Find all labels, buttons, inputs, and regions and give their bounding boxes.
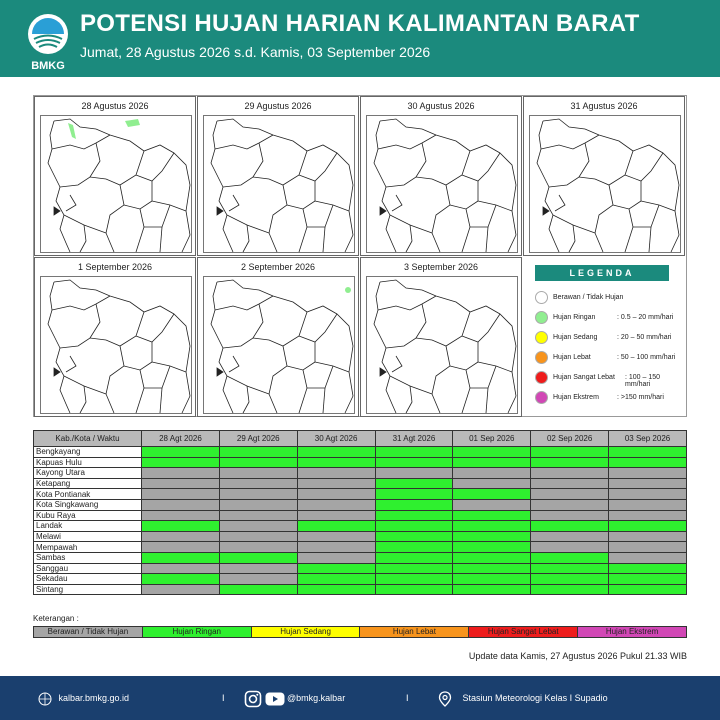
region-name: Kota Singkawang: [34, 499, 142, 510]
forecast-cell: [531, 478, 609, 489]
forecast-cell: [609, 478, 687, 489]
forecast-cell: [609, 468, 687, 479]
forecast-cell: [453, 499, 531, 510]
forecast-cell: [453, 542, 531, 553]
column-header: 28 Agt 2026: [142, 431, 220, 447]
region-name: Sambas: [34, 552, 142, 563]
forecast-cell: [609, 457, 687, 468]
forecast-cell: [375, 584, 453, 595]
map-panel: [523, 96, 685, 256]
forecast-cell: [219, 563, 297, 574]
forecast-cell: [531, 531, 609, 542]
category-swatch: Hujan Lebat: [360, 627, 469, 637]
forecast-cell: [297, 584, 375, 595]
forecast-cell: [142, 563, 220, 574]
category-swatch: Hujan Sedang: [252, 627, 361, 637]
kalbar-map: [40, 276, 192, 414]
forecast-cell: [531, 510, 609, 521]
forecast-cell: [531, 499, 609, 510]
forecast-cell: [609, 447, 687, 458]
map-panel: [360, 96, 522, 256]
forecast-cell: [297, 542, 375, 553]
forecast-cell: [531, 447, 609, 458]
legend-label: Hujan Lebat: [553, 354, 591, 361]
forecast-cell: [453, 510, 531, 521]
forecast-cell: [142, 531, 220, 542]
forecast-cell: [609, 521, 687, 532]
forecast-cell: [219, 521, 297, 532]
forecast-cell: [375, 574, 453, 585]
forecast-cell: [142, 574, 220, 585]
region-name: Kapuas Hulu: [34, 457, 142, 468]
forecast-cell: [219, 468, 297, 479]
region-name: Ketapang: [34, 478, 142, 489]
logo-text: BMKG: [31, 60, 65, 72]
legend-title: LEGENDA: [535, 265, 669, 281]
forecast-cell: [609, 510, 687, 521]
forecast-cell: [375, 457, 453, 468]
forecast-cell: [531, 574, 609, 585]
footer-separator: I: [406, 693, 409, 703]
forecast-cell: [453, 489, 531, 500]
forecast-cell: [297, 447, 375, 458]
region-name: Kayong Utara: [34, 468, 142, 479]
region-name: Sintang: [34, 584, 142, 595]
legend-swatch: [535, 311, 548, 324]
legend-range: : 0.5 – 20 mm/hari: [617, 314, 674, 321]
social-link[interactable]: [244, 676, 345, 720]
forecast-cell: [609, 574, 687, 585]
category-legend: [33, 626, 687, 638]
forecast-cell: [531, 489, 609, 500]
legend-range: : >150 mm/hari: [617, 394, 664, 401]
category-swatch: Hujan Sangat Lebat: [469, 627, 578, 637]
region-name: Bengkayang: [34, 447, 142, 458]
forecast-cell: [142, 478, 220, 489]
category-swatch: Hujan Ringan: [143, 627, 252, 637]
forecast-cell: [453, 584, 531, 595]
forecast-cell: [531, 563, 609, 574]
forecast-cell: [219, 510, 297, 521]
forecast-cell: [375, 552, 453, 563]
table-row: [34, 468, 687, 479]
forecast-cell: [531, 542, 609, 553]
forecast-cell: [453, 447, 531, 458]
forecast-cell: [219, 499, 297, 510]
forecast-cell: [142, 457, 220, 468]
legend-item: [535, 329, 685, 347]
forecast-cell: [219, 478, 297, 489]
forecast-cell: [142, 542, 220, 553]
forecast-cell: [142, 584, 220, 595]
forecast-cell: [375, 447, 453, 458]
forecast-cell: [375, 510, 453, 521]
legend-swatch: [535, 391, 548, 404]
forecast-cell: [219, 531, 297, 542]
category-swatch: Berawan / Tidak Hujan: [34, 627, 143, 637]
social-handle: @bmkg.kalbar: [287, 693, 346, 703]
page-subtitle: Jumat, 28 Agustus 2026 s.d. Kamis, 03 September 2026: [80, 44, 431, 60]
kalbar-map: [366, 115, 518, 253]
forecast-cell: [453, 563, 531, 574]
forecast-cell: [297, 478, 375, 489]
forecast-cell: [219, 574, 297, 585]
region-name: Kubu Raya: [34, 510, 142, 521]
forecast-cell: [609, 499, 687, 510]
legend-item: [535, 349, 685, 367]
forecast-cell: [297, 552, 375, 563]
map-date: 1 September 2026: [77, 262, 153, 272]
forecast-cell: [297, 489, 375, 500]
bmkg-logo-icon: [24, 12, 72, 60]
column-header: 29 Agt 2026: [219, 431, 297, 447]
legend-label: Hujan Ekstrem: [553, 394, 599, 401]
map-date: 30 Agustus 2026: [407, 101, 475, 111]
forecast-cell: [453, 574, 531, 585]
legend-item: [535, 309, 685, 327]
table-row: [34, 542, 687, 553]
category-swatch: Hujan Ekstrem: [578, 627, 686, 637]
map-panel: [197, 257, 359, 417]
map-date: 3 September 2026: [403, 262, 479, 272]
website-link[interactable]: [38, 676, 129, 720]
region-name: Sanggau: [34, 563, 142, 574]
forecast-cell: [375, 468, 453, 479]
table-row: [34, 510, 687, 521]
table-body: [34, 447, 687, 595]
kalbar-map: [40, 115, 192, 253]
region-name: Melawi: [34, 531, 142, 542]
forecast-cell: [609, 531, 687, 542]
map-panel: [34, 257, 196, 417]
legend-item: [535, 289, 685, 307]
legend-label: Hujan Sangat Lebat: [553, 374, 615, 381]
forecast-cell: [142, 447, 220, 458]
column-header: 30 Agt 2026: [297, 431, 375, 447]
region-name: Sekadau: [34, 574, 142, 585]
forecast-cell: [375, 542, 453, 553]
forecast-cell: [297, 521, 375, 532]
update-timestamp: Update data Kamis, 27 Agustus 2026 Pukul 21.33 WIB: [468, 651, 687, 661]
instagram-icon: [244, 690, 262, 708]
kalbar-map: [203, 276, 355, 414]
region-name: Mempawah: [34, 542, 142, 553]
forecast-cell: [375, 521, 453, 532]
forecast-cell: [375, 563, 453, 574]
forecast-cell: [297, 457, 375, 468]
forecast-cell: [297, 563, 375, 574]
forecast-cell: [609, 584, 687, 595]
bmkg-web-icon: [38, 692, 56, 706]
table-row: [34, 584, 687, 595]
forecast-cell: [219, 489, 297, 500]
footer-separator: I: [222, 693, 225, 703]
forecast-cell: [297, 468, 375, 479]
table-row: [34, 521, 687, 532]
legend-item: [535, 389, 685, 407]
column-header: Kab./Kota / Waktu: [34, 431, 142, 447]
forecast-cell: [453, 521, 531, 532]
forecast-cell: [375, 478, 453, 489]
legend-label: Hujan Sedang: [553, 334, 598, 341]
forecast-cell: [531, 584, 609, 595]
table-row: [34, 447, 687, 458]
forecast-cell: [219, 552, 297, 563]
column-header: 03 Sep 2026: [609, 431, 687, 447]
forecast-cell: [297, 499, 375, 510]
column-header: 02 Sep 2026: [531, 431, 609, 447]
forecast-cell: [453, 468, 531, 479]
forecast-cell: [609, 489, 687, 500]
station-name: Stasiun Meteorologi Kelas I Supadio: [462, 693, 608, 703]
legend-swatch: [535, 371, 548, 384]
forecast-cell: [375, 531, 453, 542]
forecast-cell: [219, 542, 297, 553]
column-header: 01 Sep 2026: [453, 431, 531, 447]
map-grid: [33, 95, 687, 417]
forecast-cell: [219, 584, 297, 595]
table-row: [34, 478, 687, 489]
table-row: [34, 489, 687, 500]
forecast-cell: [142, 521, 220, 532]
forecast-cell: [375, 489, 453, 500]
legend-range: : 20 – 50 mm/hari: [617, 334, 672, 341]
bmkg-logo: [24, 12, 72, 72]
table-row: [34, 499, 687, 510]
forecast-cell: [297, 531, 375, 542]
map-date: 31 Agustus 2026: [570, 101, 638, 111]
page-title: POTENSI HUJAN HARIAN KALIMANTAN BARAT: [80, 10, 640, 37]
forecast-table: [33, 430, 687, 595]
table-header-row: [34, 431, 687, 447]
forecast-cell: [453, 457, 531, 468]
forecast-cell: [297, 574, 375, 585]
kalbar-map: [366, 276, 518, 414]
forecast-cell: [609, 563, 687, 574]
header-banner: [0, 0, 720, 77]
legend-swatch: [535, 331, 548, 344]
forecast-cell: [531, 521, 609, 532]
location-pin-icon: [438, 691, 452, 707]
map-panel: [34, 96, 196, 256]
legend-range: : 100 – 150 mm/hari: [625, 374, 661, 388]
kalbar-map: [203, 115, 355, 253]
forecast-cell: [219, 457, 297, 468]
forecast-cell: [375, 499, 453, 510]
footer: [0, 676, 720, 720]
legend-range: : 50 – 100 mm/hari: [617, 354, 676, 361]
website-text: kalbar.bmkg.go.id: [58, 693, 130, 703]
forecast-cell: [531, 552, 609, 563]
forecast-cell: [297, 510, 375, 521]
legend-label: Berawan / Tidak Hujan: [553, 294, 624, 301]
legend-item: [535, 369, 685, 387]
table-row: [34, 457, 687, 468]
forecast-cell: [219, 447, 297, 458]
forecast-cell: [142, 510, 220, 521]
forecast-cell: [609, 552, 687, 563]
map-panel: [197, 96, 359, 256]
table-row: [34, 552, 687, 563]
station-info: [438, 676, 608, 720]
legend-swatch: [535, 351, 548, 364]
legend-swatch: [535, 291, 548, 304]
forecast-cell: [531, 457, 609, 468]
map-date: 28 Agustus 2026: [81, 101, 149, 111]
keterangan-label: Keterangan :: [33, 614, 79, 623]
forecast-cell: [531, 468, 609, 479]
forecast-cell: [453, 552, 531, 563]
column-header: 31 Agt 2026: [375, 431, 453, 447]
forecast-cell: [142, 489, 220, 500]
forecast-cell: [142, 468, 220, 479]
map-date: 29 Agustus 2026: [244, 101, 312, 111]
legend-label: Hujan Ringan: [553, 314, 596, 321]
table-row: [34, 563, 687, 574]
forecast-cell: [453, 478, 531, 489]
region-name: Landak: [34, 521, 142, 532]
forecast-cell: [453, 531, 531, 542]
forecast-cell: [142, 499, 220, 510]
forecast-cell: [609, 542, 687, 553]
table-row: [34, 531, 687, 542]
forecast-cell: [142, 552, 220, 563]
table-row: [34, 574, 687, 585]
legend-box: [527, 259, 685, 417]
map-panel: [360, 257, 522, 417]
region-name: Kota Pontianak: [34, 489, 142, 500]
kalbar-map: [529, 115, 681, 253]
map-date: 2 September 2026: [240, 262, 316, 272]
youtube-icon: [265, 691, 285, 707]
